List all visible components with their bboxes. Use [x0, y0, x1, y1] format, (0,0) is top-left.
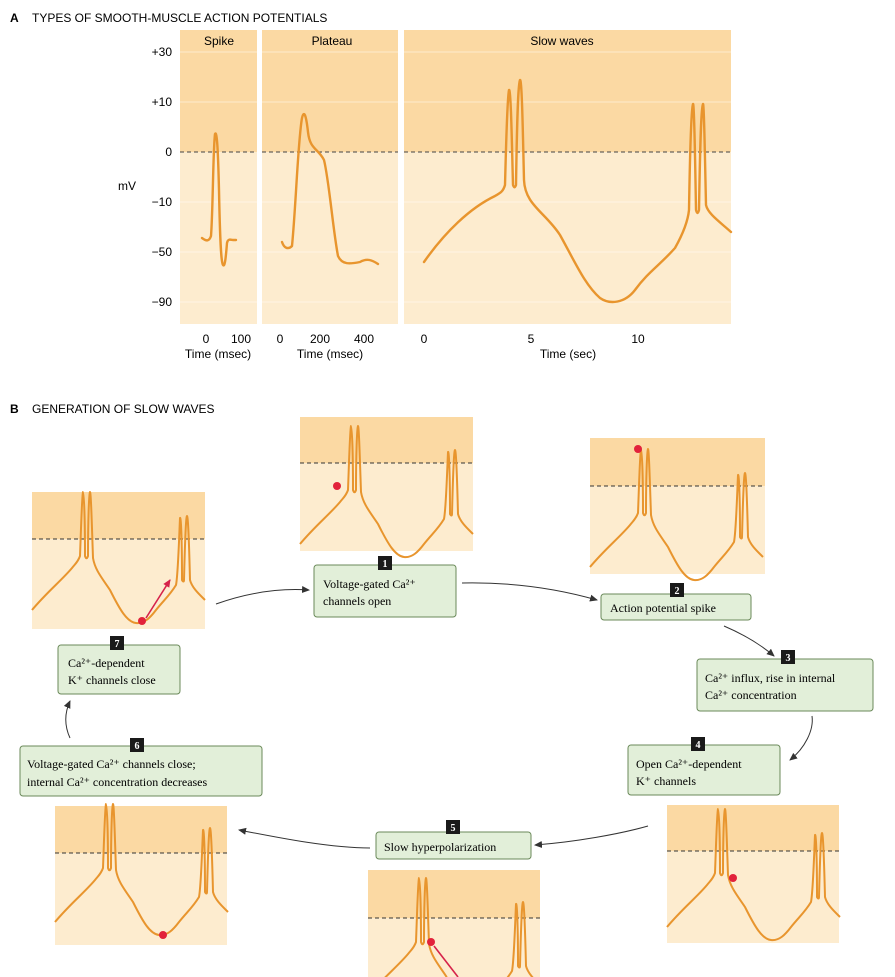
- step-number: 3: [785, 653, 791, 664]
- step-1: [314, 556, 456, 617]
- step-text: Slow hyperpolarization: [384, 840, 497, 854]
- mini-trace-step-7: [32, 492, 205, 629]
- mini-trace-step-6: [55, 804, 228, 945]
- state-marker: [333, 482, 341, 490]
- state-marker: [729, 874, 737, 882]
- step-number: 5: [450, 823, 456, 834]
- arrow-7-to-1: [216, 590, 309, 604]
- x-tick-label: 0: [276, 332, 284, 346]
- step-2: [601, 583, 751, 620]
- arrow-4-to-5: [535, 826, 648, 845]
- x-tick-label: 5: [527, 332, 535, 346]
- mini-trace-step-4: [667, 805, 840, 943]
- arrow-2-to-3: [724, 626, 774, 656]
- step-number: 1: [382, 559, 388, 570]
- x-tick-label: 100: [230, 332, 252, 346]
- y-tick-label: −10: [151, 195, 172, 209]
- arrow-5-to-6: [239, 830, 370, 848]
- panel-b-heading: GENERATION OF SLOW WAVES: [32, 402, 215, 416]
- x-tick-label: 200: [309, 332, 331, 346]
- y-axis-unit: mV: [118, 179, 136, 193]
- step-text: Voltage-gated Ca²⁺ channels close;: [27, 757, 196, 771]
- step-7: [58, 636, 180, 694]
- step-text: channels open: [323, 594, 392, 608]
- step-text: K⁺ channels close: [68, 673, 156, 687]
- step-number: 4: [695, 740, 701, 751]
- step-4: [628, 737, 780, 795]
- mini-trace-step-1: [300, 417, 473, 557]
- arrow-1-to-2: [462, 583, 597, 600]
- mini-trace-step-2: [590, 438, 765, 580]
- x-tick-label: 0: [420, 332, 428, 346]
- arrow-6-to-7: [66, 701, 70, 738]
- y-tick-label: +10: [151, 95, 172, 109]
- x-tick-label: 0: [202, 332, 210, 346]
- panel-a-heading: TYPES OF SMOOTH-MUSCLE ACTION POTENTIALS: [32, 11, 328, 25]
- step-number: 7: [114, 639, 120, 650]
- panel-a-plot-areas: [180, 30, 731, 324]
- y-tick-label: 0: [165, 145, 172, 159]
- subpanel-title-spike: Spike: [203, 34, 235, 48]
- subpanel-title-slow-waves: Slow waves: [530, 34, 594, 48]
- x-axis-label-spike: Time (msec): [184, 347, 252, 361]
- panel-b-letter: B: [10, 402, 19, 416]
- step-number: 6: [134, 741, 140, 752]
- y-tick-label: −90: [151, 295, 172, 309]
- step-text: K⁺ channels: [636, 774, 696, 788]
- arrow-3-to-4: [790, 716, 812, 760]
- step-number: 2: [674, 586, 680, 597]
- step-text: Open Ca²⁺-dependent: [636, 757, 742, 771]
- step-text: Action potential spike: [610, 601, 716, 615]
- step-6: [20, 738, 262, 796]
- state-marker: [138, 617, 146, 625]
- x-tick-label: 10: [631, 332, 645, 346]
- panel-a-letter: A: [10, 11, 19, 25]
- state-marker: [427, 938, 435, 946]
- x-tick-label: 400: [353, 332, 375, 346]
- state-marker: [159, 931, 167, 939]
- x-axis-label-slow-waves: Time (sec): [539, 347, 597, 361]
- y-tick-label: +30: [151, 45, 172, 59]
- step-text: Ca²⁺-dependent: [68, 656, 145, 670]
- mini-trace-step-5: [368, 870, 541, 977]
- subpanel-title-plateau: Plateau: [311, 34, 353, 48]
- step-text: Ca²⁺ influx, rise in internal: [705, 671, 836, 685]
- step-5: [376, 820, 531, 859]
- step-3: [697, 650, 873, 711]
- step-text: Voltage-gated Ca²⁺: [323, 577, 416, 591]
- x-axis-label-plateau: Time (msec): [296, 347, 364, 361]
- y-tick-label: −50: [151, 245, 172, 259]
- state-marker: [634, 445, 642, 453]
- step-text: internal Ca²⁺ concentration decreases: [27, 775, 208, 789]
- step-text: Ca²⁺ concentration: [705, 688, 797, 702]
